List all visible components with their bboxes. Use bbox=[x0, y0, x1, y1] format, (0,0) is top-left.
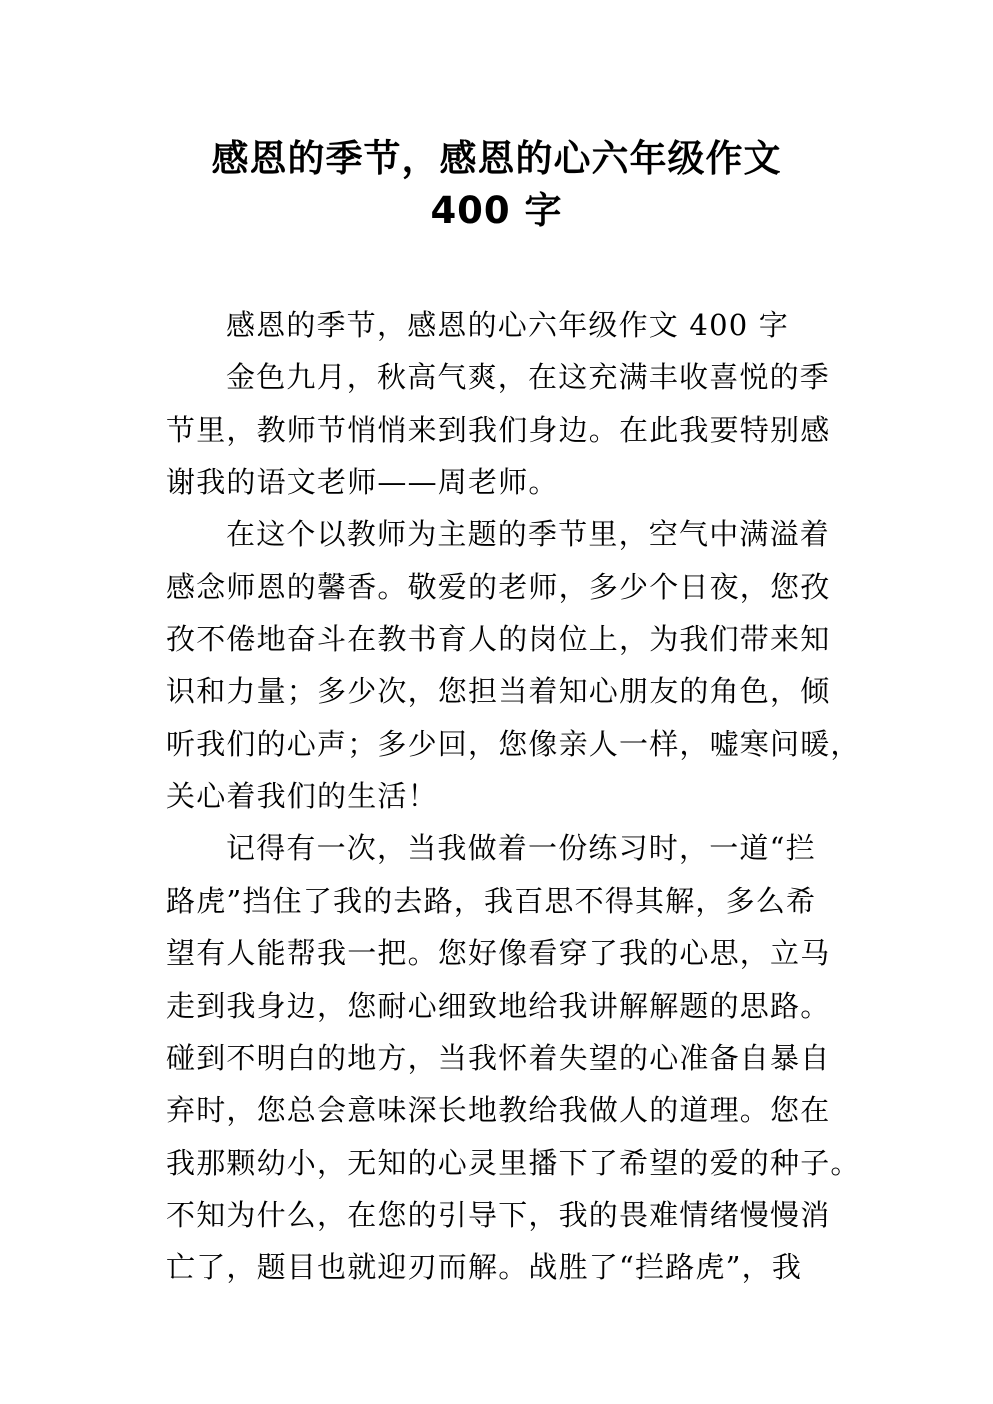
body-line: 不知为什么，在您的引导下，我的畏难情绪慢慢消 bbox=[166, 1198, 831, 1232]
body-line: 听我们的心声；多少回，您像亲人一样，嘘寒问暖， bbox=[166, 727, 861, 761]
body-line: 碰到不明白的地方，当我怀着失望的心准备自暴自 bbox=[166, 1041, 831, 1075]
body-line: 我那颗幼小，无知的心灵里播下了希望的爱的种子。 bbox=[166, 1146, 861, 1180]
body-line: 在这个以教师为主题的季节里，空气中满溢着 bbox=[226, 517, 831, 551]
document-title-line-1: 感恩的季节，感恩的心六年级作文 bbox=[211, 137, 782, 180]
body-line: 亡了，题目也就迎刃而解。战胜了“拦路虎”，我 bbox=[166, 1250, 803, 1284]
document-title-line-2: 400 字 bbox=[430, 189, 563, 232]
body-line: 金色九月，秋高气爽，在这充满丰收喜悦的季 bbox=[226, 360, 831, 394]
body-line: 关心着我们的生活！ bbox=[166, 779, 438, 813]
body-line: 谢我的语文老师——周老师。 bbox=[166, 465, 559, 499]
paragraph-subtitle: 感恩的季节，感恩的心六年级作文 400 字 bbox=[226, 308, 789, 342]
body-line: 孜不倦地奋斗在教书育人的岗位上，为我们带来知 bbox=[166, 622, 831, 656]
body-line: 路虎”挡住了我的去路，我百思不得其解，多么希 bbox=[166, 884, 817, 918]
body-line: 感念师恩的馨香。敬爱的老师，多少个日夜，您孜 bbox=[166, 570, 831, 604]
body-line: 弃时，您总会意味深长地教给我做人的道理。您在 bbox=[166, 1093, 831, 1127]
body-line: 望有人能帮我一把。您好像看穿了我的心思，立马 bbox=[166, 936, 831, 970]
body-line: 节里，教师节悄悄来到我们身边。在此我要特别感 bbox=[166, 413, 831, 447]
body-line: 记得有一次，当我做着一份练习时，一道“拦 bbox=[226, 831, 816, 865]
body-line: 走到我身边，您耐心细致地给我讲解解题的思路。 bbox=[166, 989, 831, 1023]
body-line: 识和力量；多少次，您担当着知心朋友的角色，倾 bbox=[166, 674, 831, 708]
